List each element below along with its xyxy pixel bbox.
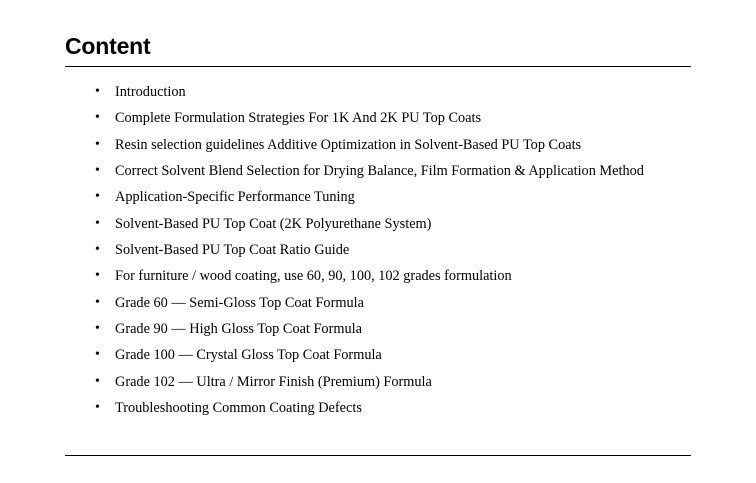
title-divider-top [65,66,691,67]
list-item-label: For furniture / wood coating, use 60, 90, 100, 102 grades formulation [115,268,512,285]
bullet-icon: • [95,294,100,310]
bullet-icon: • [95,215,100,231]
list-item[interactable] [65,79,691,105]
list-item[interactable] [65,369,691,395]
bullet-icon: • [95,84,100,99]
bullet-icon: • [95,347,100,363]
list-item[interactable] [65,132,691,158]
bullet-icon: • [95,400,100,416]
bullet-icon: • [95,189,100,205]
list-item[interactable] [65,395,691,421]
list-item[interactable] [65,342,691,368]
list-item-label: Solvent-Based PU Top Coat (2K Polyurethane System) [115,215,432,232]
content-bullet-list [65,79,691,421]
list-item[interactable] [65,211,691,237]
list-item-label: Troubleshooting Common Coating Defects [115,400,362,417]
list-item-label: Grade 60 — Semi-Gloss Top Coat Formula [115,294,364,311]
list-item-label: Application-Specific Performance Tuning [115,189,355,206]
list-item[interactable] [65,290,691,316]
bullet-icon: • [95,321,100,337]
list-item[interactable] [65,158,691,184]
bullet-icon: • [95,242,100,258]
page-title: Content [65,33,151,59]
bullet-icon: • [95,163,100,179]
list-item-label: Complete Formulation Strategies For 1K And 2K PU Top Coats [115,110,482,127]
bullet-icon: • [95,110,100,126]
list-item-label: Grade 90 — High Gloss Top Coat Formula [115,321,362,338]
list-item-label: Correct Solvent Blend Selection for Drying Balance, Film Formation & Application Method [115,163,644,180]
list-item[interactable] [65,263,691,289]
list-item-label: Resin selection guidelines Additive Optimization in Solvent-Based PU Top Coats [115,136,582,153]
footer-divider-bottom [65,455,691,456]
title-block [65,33,691,60]
list-item-label: Grade 100 — Crystal Gloss Top Coat Formula [115,347,382,364]
list-item[interactable] [65,237,691,263]
bullet-icon: • [95,268,100,284]
list-item[interactable] [65,184,691,210]
list-item[interactable] [65,316,691,342]
bullet-icon: • [95,373,100,389]
list-item-label: Grade 102 — Ultra / Mirror Finish (Premium) Formula [115,373,432,390]
list-item-label: Solvent-Based PU Top Coat Ratio Guide [115,242,350,259]
bullet-icon: • [95,136,100,152]
list-item[interactable] [65,105,691,131]
list-item-label: Introduction [115,84,186,100]
